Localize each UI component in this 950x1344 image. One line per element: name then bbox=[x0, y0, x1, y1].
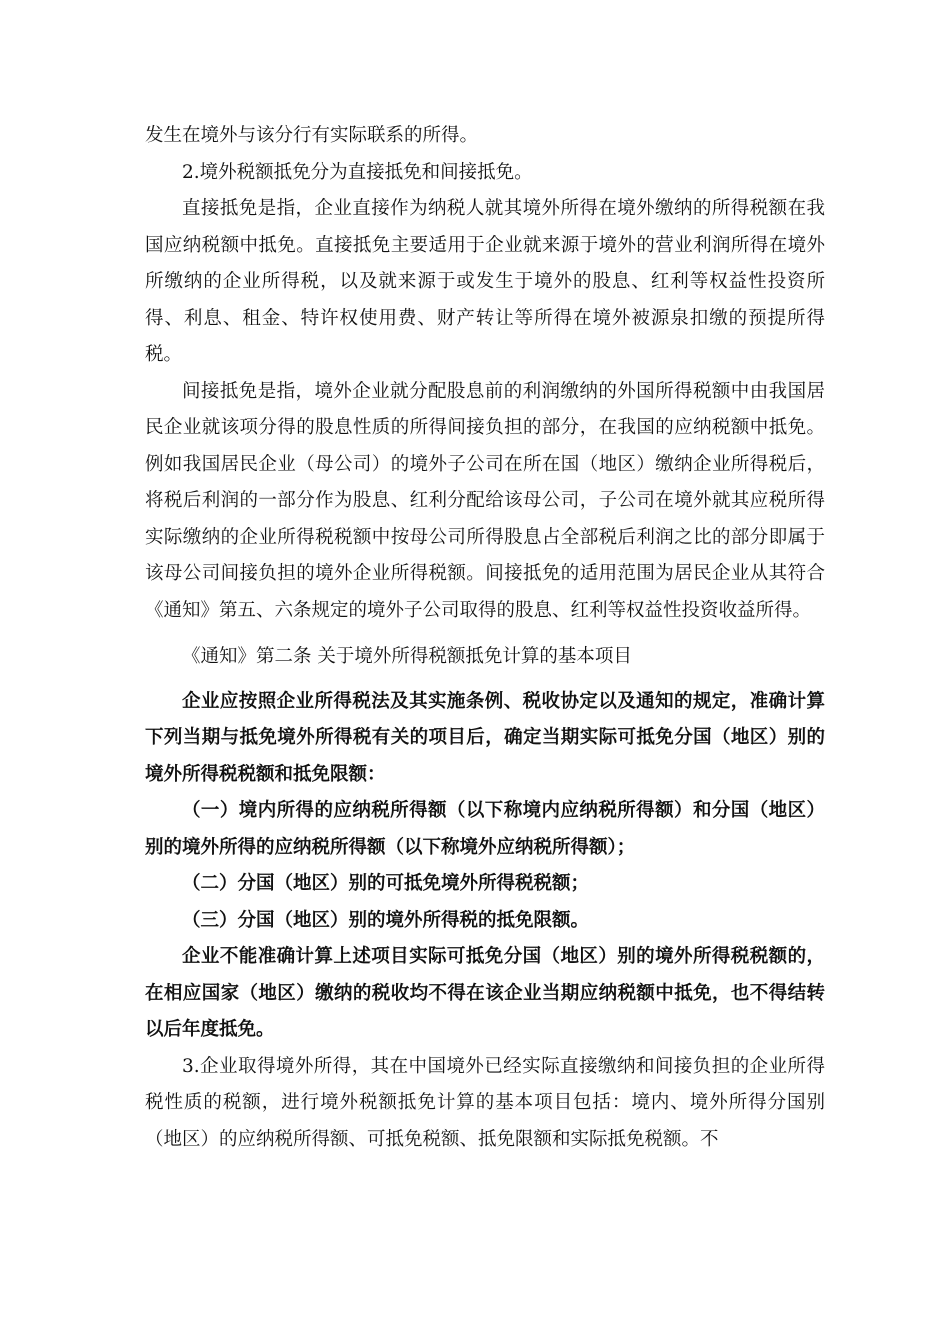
bold-list-item-2: （二）分国（地区）别的可抵免境外所得税税额； bbox=[182, 873, 590, 894]
paragraph-continuation: 发生在境外与该分行有实际联系的所得。 bbox=[145, 125, 479, 146]
bold-paragraph-main: 企业应按照企业所得税法及其实施条例、税收协定以及通知的规定，准确计算下列当期与抵免境外所得税有关的项目后，确定当期实际可抵免分国（地区）别的境外所得税税额和抵免限额： bbox=[145, 690, 825, 785]
bold-list-item-3: （三）分国（地区）别的境外所得税的抵免限额。 bbox=[182, 909, 590, 931]
paragraph-direct-credit: 直接抵免是指，企业直接作为纳税人就其境外所得在境外缴纳的所得税额在我国应纳税额中抵免。直接抵免主要适用于企业就来源于境外的营业利润所得在境外所缴纳的企业所得税，以及就来源于或发生于境外的股息、红利等权益性投资所得、利息、租金、特许权使用费、财产转让等所得在境外被源泉扣缴的预提所得税。 bbox=[145, 198, 825, 365]
document-page bbox=[145, 118, 825, 1158]
paragraph-item-3: 3.企业取得境外所得，其在中国境外已经实际直接缴纳和间接负担的企业所得税性质的税额，进行境外税额抵免计算的基本项目包括：境内、境外所得分国别（地区）的应纳税所得额、可抵免税额、抵免限额和实际抵免税额。不 bbox=[145, 1055, 825, 1150]
paragraph-item-2: 2.境外税额抵免分为直接抵免和间接抵免。 bbox=[182, 161, 533, 183]
bold-list-item-1: （一）境内所得的应纳税所得额（以下称境内应纳税所得额）和分国（地区）别的境外所得的应纳税所得额（以下称境外应纳税所得额）； bbox=[145, 800, 825, 858]
paragraph-indirect-credit: 间接抵免是指，境外企业就分配股息前的利润缴纳的外国所得税额中由我国居民企业就该项分得的股息性质的所得间接负担的部分，在我国的应纳税额中抵免。例如我国居民企业（母公司）的境外子公司在所在国（地区）缴纳企业所得税后，将税后利润的一部分作为股息、红利分配给该母公司，子公司在境外就其应税所得实际缴纳的企业所得税税额中按母公司所得股息占全部税后利润之比的部分即属于该母公司间接负担的境外企业所得税额。间接抵免的适用范围为居民企业从其符合《通知》第五、六条规定的境外子公司取得的股息、红利等权益性投资收益所得。 bbox=[145, 380, 825, 621]
bold-paragraph-note: 企业不能准确计算上述项目实际可抵免分国（地区）别的境外所得税税额的，在相应国家（地区）缴纳的税收均不得在该企业当期应纳税额中抵免，也不得结转以后年度抵免。 bbox=[145, 946, 825, 1040]
section-heading: 《通知》第二条 关于境外所得税额抵免计算的基本项目 bbox=[182, 646, 632, 667]
